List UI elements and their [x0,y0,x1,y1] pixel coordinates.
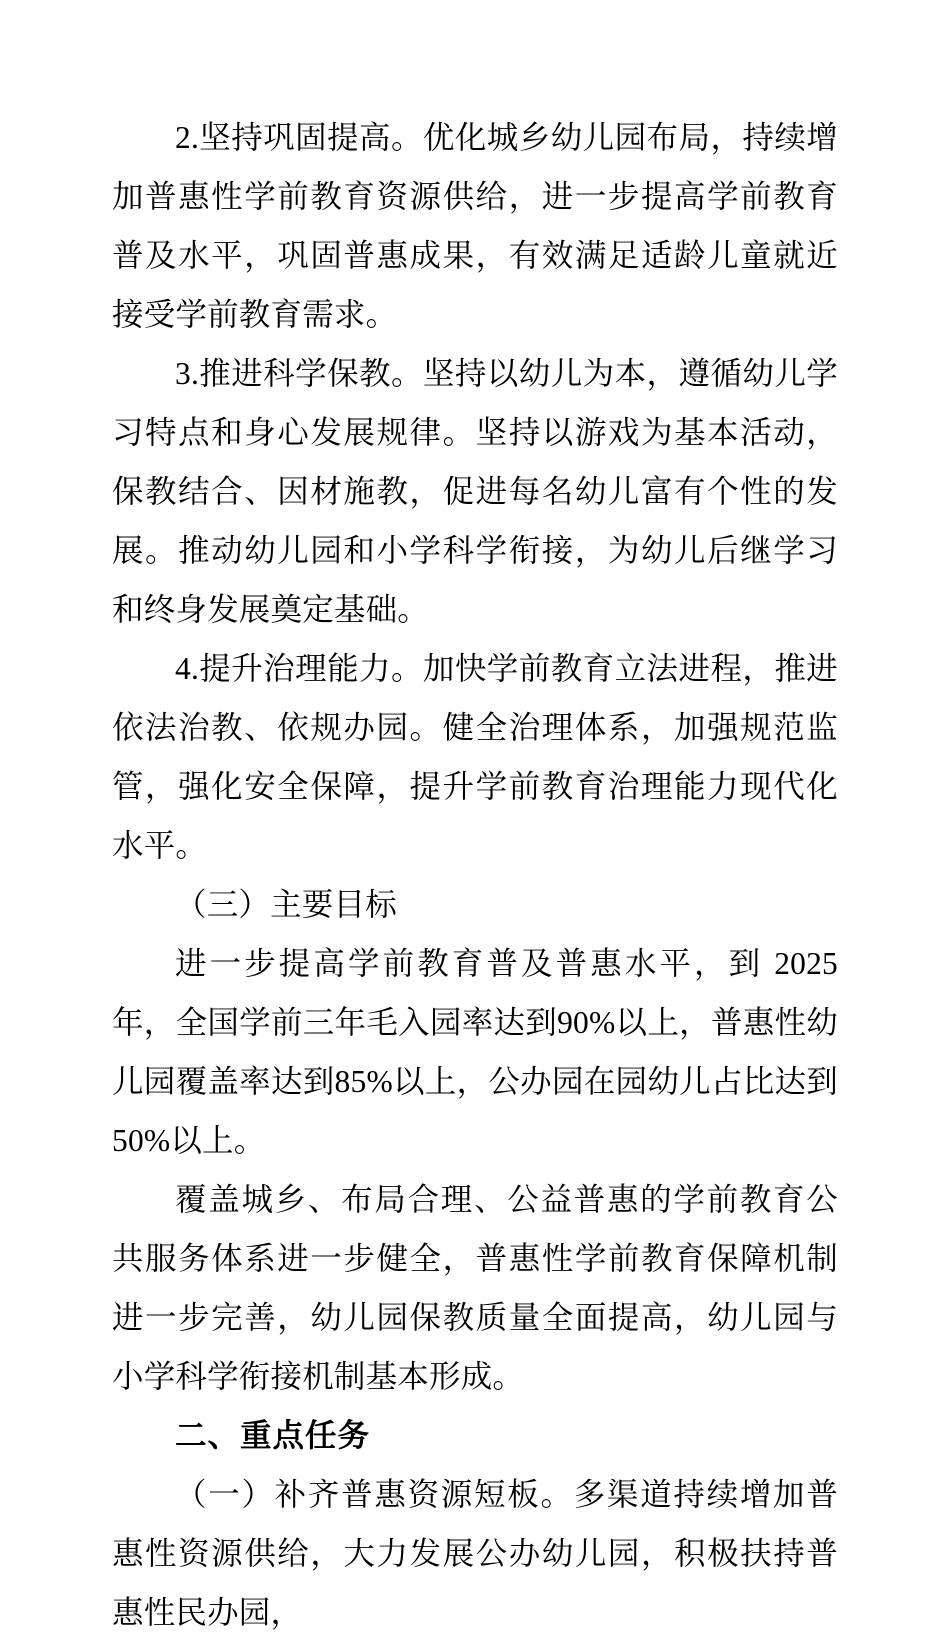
paragraph-governance: 4.提升治理能力。加快学前教育立法进程，推进依法治教、依规办园。健全治理体系，加强规范监管，强化安全保障，提升学前教育治理能力现代化水平。 [112,651,838,863]
paragraph-section-main-goals: （三）主要目标 [175,887,397,922]
document-body [112,108,838,1642]
paragraph-consolidate: 2.坚持巩固提高。优化城乡幼儿园布局，持续增加普惠性学前教育资源供给，进一步提高学前教育普及水平，巩固普惠成果，有效满足适龄儿童就近接受学前教育需求。 [112,120,838,332]
paragraph-science-education: 3.推进科学保教。坚持以幼儿为本，遵循幼儿学习特点和身心发展规律。坚持以游戏为基本活动，保教结合、因材施教，促进每名幼儿富有个性的发展。推动幼儿园和小学科学衔接，为幼儿后继学习和终身发展奠定基础。 [112,356,838,627]
heading-key-tasks: 二、重点任务 [175,1418,371,1453]
paragraph-goal-rates: 进一步提高学前教育普及普惠水平，到 2025 年，全国学前三年毛入园率达到90%以上，普惠性幼儿园覆盖率达到85%以上，公办园在园幼儿占比达到 50%以上。 [112,946,838,1158]
paragraph-task-one: （一）补齐普惠资源短板。多渠道持续增加普惠性资源供给，大力发展公办幼儿园，积极扶持普惠性民办园， [112,1477,838,1630]
paragraph-goal-system: 覆盖城乡、布局合理、公益普惠的学前教育公共服务体系进一步健全，普惠性学前教育保障机制进一步完善，幼儿园保教质量全面提高，幼儿园与小学科学衔接机制基本形成。 [112,1182,838,1394]
